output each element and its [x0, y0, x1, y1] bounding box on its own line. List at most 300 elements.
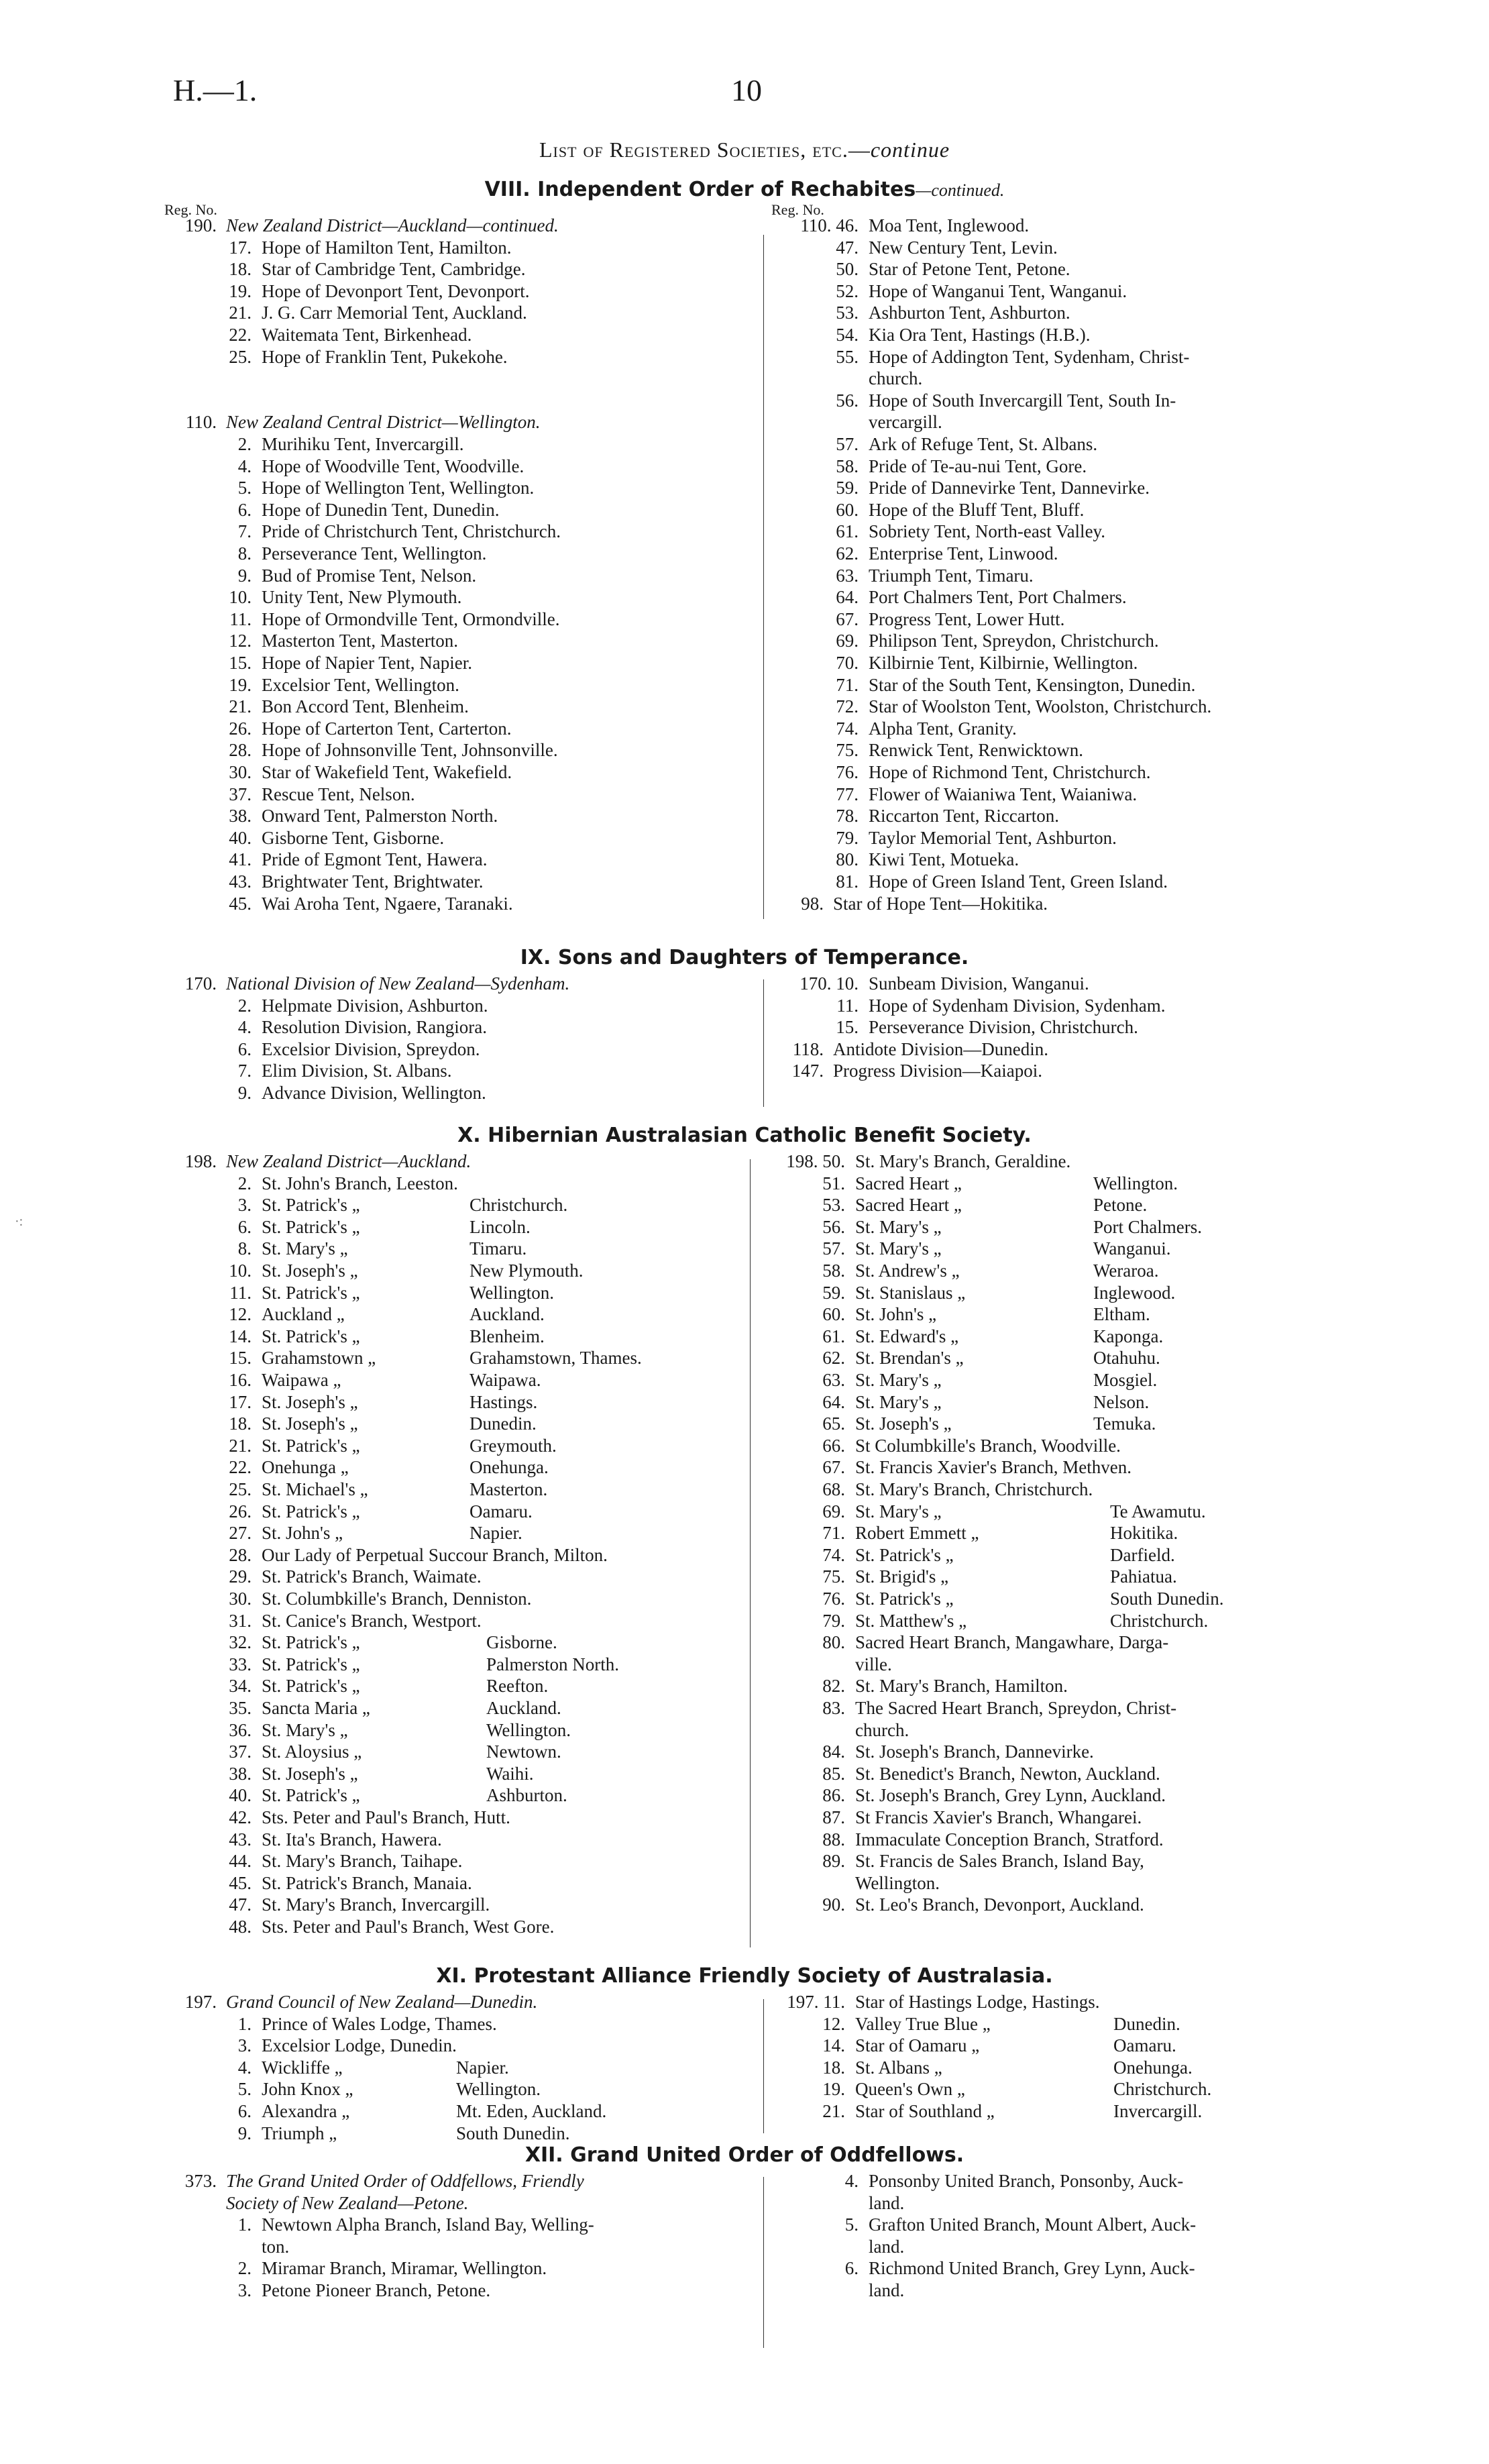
list-entry — [758, 1675, 1362, 1697]
reg-entry-number: 81. — [836, 871, 859, 892]
list-entry — [164, 1675, 755, 1697]
list-entry — [771, 521, 1375, 542]
list-entry — [164, 1697, 755, 1719]
entry-text: St Columbkille's Branch, Woodville. — [855, 1435, 1121, 1456]
reg-entry-number: 6. — [237, 2101, 252, 2121]
entry-text: St. Joseph's „ — [262, 1391, 358, 1412]
list-entry — [164, 1719, 755, 1741]
list-entry — [164, 586, 755, 608]
entry-text: Waipawa „ — [262, 1370, 341, 1390]
column-divider — [763, 235, 764, 919]
reg-no-label-right: Reg. No. — [771, 201, 824, 218]
reg-entry-number: 29. — [229, 1566, 252, 1587]
entry-text: St. John's „ — [855, 1304, 937, 1325]
reg-entry-number: 11. — [836, 995, 859, 1016]
reg-entry-number: 197. 11. — [787, 1992, 845, 2012]
entry-text: Pride of Dannevirke Tent, Dannevirke. — [869, 478, 1150, 498]
list-entry — [164, 1610, 755, 1631]
entry-location: South Dunedin. — [456, 2123, 570, 2143]
reg-entry-number: 47. — [836, 237, 859, 258]
list-entry — [771, 1038, 1375, 1060]
entry-text: Progress Tent, Lower Hutt. — [869, 608, 1065, 629]
entry-text: Flower of Waianiwa Tent, Waianiwa. — [869, 784, 1138, 804]
reg-entry-number: 6. — [237, 1038, 252, 1059]
entry-text: land. — [869, 2280, 905, 2300]
entry-location: Masterton. — [470, 1479, 548, 1499]
list-entry — [164, 718, 755, 739]
entry-text: land. — [869, 2236, 905, 2257]
entry-text: Progress Division—Kaiapoi. — [833, 1061, 1042, 1081]
column-divider — [763, 1999, 764, 2133]
list-entry — [758, 1763, 1362, 1784]
entry-text: Perseverance Tent, Wellington. — [262, 543, 487, 564]
entry-text: St. Canice's Branch, Westport. — [262, 1610, 482, 1631]
entry-text: St. Patrick's „ — [262, 1326, 360, 1346]
list-entry — [164, 1413, 755, 1434]
entry-text: St. Joseph's „ — [262, 1413, 358, 1434]
list-entry — [771, 739, 1375, 761]
list-entry — [771, 2280, 1375, 2301]
entry-text: St. Joseph's „ — [855, 1413, 952, 1434]
entry-text: Valley True Blue „ — [855, 2013, 991, 2034]
entry-text: Hope of Richmond Tent, Christchurch. — [869, 762, 1151, 782]
entry-location: Napier. — [470, 1523, 522, 1544]
entry-text: St. Edward's „ — [855, 1326, 959, 1346]
entry-text: Auckland „ — [262, 1304, 345, 1325]
list-entry — [758, 1784, 1362, 1806]
entry-text: New Zealand Central District—Wellington. — [226, 412, 541, 433]
reg-entry-number: 53. — [822, 1195, 845, 1216]
entry-text: Star of Woolston Tent, Woolston, Christchurch. — [869, 696, 1212, 717]
entry-text: Queen's Own „ — [855, 2079, 965, 2100]
entry-text: St. Matthew's „ — [855, 1610, 967, 1631]
reg-entry-number: 72. — [836, 696, 859, 717]
entry-location: Wellington. — [1093, 1173, 1178, 1193]
reg-entry-number: 21. — [229, 696, 252, 717]
list-entry — [758, 1522, 1362, 1544]
entry-text: Triumph Tent, Timaru. — [869, 565, 1034, 586]
entry-location: Auckland. — [486, 1698, 561, 1718]
list-entry — [164, 1763, 755, 1784]
list-entry — [164, 1522, 755, 1544]
entry-text: Ark of Refuge Tent, St. Albans. — [869, 434, 1098, 454]
list-entry — [164, 652, 755, 674]
reg-entry-number: 198. — [184, 1151, 217, 1171]
list-entry — [164, 1038, 755, 1060]
list-entry — [758, 1991, 1362, 2013]
list-entry — [771, 456, 1375, 477]
list-entry — [164, 739, 755, 761]
reg-entry-number: 55. — [836, 346, 859, 367]
entry-text: Excelsior Tent, Wellington. — [262, 674, 459, 695]
entry-text: Star of Hastings Lodge, Hastings. — [855, 1992, 1100, 2012]
reg-entry-number: 26. — [229, 1501, 252, 1521]
list-entry — [758, 2100, 1362, 2122]
entry-text: St. Joseph's Branch, Dannevirke. — [855, 1742, 1094, 1762]
entry-text: St. Patrick's „ — [262, 1654, 360, 1674]
entry-text: church. — [869, 368, 923, 389]
entry-text: Hope of Hamilton Tent, Hamilton. — [262, 237, 512, 258]
reg-entry-number: 60. — [836, 499, 859, 520]
list-entry — [771, 411, 1375, 433]
column-divider — [750, 1159, 751, 1947]
reg-entry-number: 373. — [184, 2171, 217, 2191]
list-entry — [164, 1479, 755, 1500]
entry-location: Napier. — [456, 2057, 509, 2078]
entry-text: St. Brigid's „ — [855, 1566, 949, 1587]
reg-entry-number: 65. — [822, 1413, 845, 1434]
list-entry — [758, 1391, 1362, 1413]
list-entry — [758, 1829, 1362, 1850]
reg-entry-number: 66. — [822, 1435, 845, 1456]
list-entry — [164, 805, 755, 826]
entry-location: Eltham. — [1093, 1304, 1150, 1325]
list-entry — [164, 346, 755, 368]
list-entry — [164, 2192, 755, 2214]
entry-text: Grand Council of New Zealand—Dunedin. — [226, 1992, 538, 2012]
entry-text: Petone Pioneer Branch, Petone. — [262, 2280, 491, 2300]
reg-entry-number: 18. — [822, 2057, 845, 2078]
reg-entry-number: 61. — [836, 521, 859, 542]
entry-text: Hope of Sydenham Division, Sydenham. — [869, 995, 1166, 1016]
entry-text: St. Benedict's Branch, Newton, Auckland. — [855, 1763, 1160, 1784]
entry-location: Inglewood. — [1093, 1282, 1176, 1303]
entry-location: Te Awamutu. — [1110, 1501, 1206, 1521]
entry-text: St. Patrick's „ — [262, 1501, 360, 1521]
entry-text: National Division of New Zealand—Sydenham. — [226, 973, 570, 994]
list-entry — [164, 521, 755, 542]
list-entry — [771, 674, 1375, 696]
list-entry — [771, 973, 1375, 994]
entry-text: St. Ita's Branch, Hawera. — [262, 1829, 442, 1850]
entry-text: Star of Petone Tent, Petone. — [869, 259, 1070, 280]
list-entry — [164, 827, 755, 849]
list-entry — [771, 784, 1375, 805]
list-entry — [771, 2170, 1375, 2192]
document-code: H.—1. — [173, 73, 258, 107]
list-entry — [164, 1435, 755, 1456]
list-entry — [164, 761, 755, 783]
reg-entry-number: 34. — [229, 1676, 252, 1697]
reg-entry-number: 74. — [822, 1544, 845, 1565]
reg-entry-number: 2. — [237, 1173, 252, 1193]
list-entry — [164, 1807, 755, 1828]
entry-location: Dunedin. — [470, 1413, 537, 1434]
entry-text: St. John's Branch, Leeston. — [262, 1173, 458, 1193]
reg-entry-number: 87. — [822, 1807, 845, 1827]
reg-entry-number: 62. — [836, 543, 859, 564]
entry-text: Hope of Woodville Tent, Woodville. — [262, 456, 525, 476]
reg-entry-number: 9. — [237, 1083, 252, 1103]
reg-entry-number: 67. — [822, 1457, 845, 1478]
entry-text: Sacred Heart „ — [855, 1195, 962, 1216]
entry-text: St Francis Xavier's Branch, Whangarei. — [855, 1807, 1142, 1827]
list-entry — [758, 1894, 1362, 1915]
entry-location: Temuka. — [1093, 1413, 1156, 1434]
list-entry — [758, 1435, 1362, 1456]
list-entry — [771, 2236, 1375, 2257]
entry-text: John Knox „ — [262, 2079, 353, 2100]
entry-location: South Dunedin. — [1110, 1589, 1224, 1609]
list-entry — [771, 215, 1375, 236]
list-entry — [771, 871, 1375, 892]
list-entry — [164, 1850, 755, 1872]
entry-location: Weraroa. — [1093, 1261, 1159, 1281]
reg-entry-number: 58. — [836, 456, 859, 476]
column-divider — [763, 2177, 764, 2348]
entry-text: Hope of Green Island Tent, Green Island. — [869, 871, 1168, 892]
reg-entry-number: 190. — [184, 215, 217, 235]
reg-entry-number: 19. — [822, 2079, 845, 2100]
entry-location: Onehunga. — [1113, 2057, 1193, 2078]
entry-location: Wanganui. — [1093, 1238, 1171, 1259]
reg-entry-number: 44. — [229, 1851, 252, 1872]
entry-text: St. Joseph's „ — [262, 1763, 358, 1784]
section-xii-title: XII. Grand United Order of Oddfellows. — [525, 2143, 964, 2167]
list-entry — [164, 543, 755, 564]
entry-text: St. Mary's Branch, Christchurch. — [855, 1479, 1093, 1499]
list-entry — [164, 1741, 755, 1762]
entry-text: St. Patrick's „ — [262, 1435, 360, 1456]
reg-entry-number: 58. — [822, 1261, 845, 1281]
list-entry — [164, 893, 755, 914]
list-entry — [771, 258, 1375, 280]
entry-text: Newtown Alpha Branch, Island Bay, Welling- — [262, 2214, 594, 2235]
reg-entry-number: 86. — [822, 1785, 845, 1806]
entry-text: St. Mary's „ — [262, 1719, 348, 1740]
entry-text: Star of Hope Tent—Hokitika. — [833, 893, 1048, 914]
list-entry — [164, 2013, 755, 2035]
list-entry — [758, 1544, 1362, 1566]
reg-entry-number: 43. — [229, 871, 252, 892]
list-entry — [758, 1282, 1362, 1303]
entry-text: St. Francis Xavier's Branch, Methven. — [855, 1457, 1132, 1478]
list-entry — [164, 215, 755, 236]
reg-entry-number: 80. — [822, 1632, 845, 1653]
list-entry — [758, 1872, 1362, 1894]
entry-text: Antidote Division—Dunedin. — [833, 1038, 1048, 1059]
entry-text: Onehunga „ — [262, 1457, 349, 1478]
reg-entry-number: 75. — [836, 740, 859, 761]
list-entry — [164, 477, 755, 498]
list-entry — [771, 995, 1375, 1016]
entry-location: Wellington. — [470, 1282, 555, 1303]
reg-entry-number: 85. — [822, 1763, 845, 1784]
list-entry — [758, 1456, 1362, 1478]
reg-entry-number: 59. — [836, 478, 859, 498]
reg-entry-number: 28. — [229, 740, 252, 761]
list-entry — [164, 368, 755, 389]
entry-text: Hope of Addington Tent, Sydenham, Christ- — [869, 346, 1190, 367]
list-entry — [758, 1369, 1362, 1391]
list-entry — [758, 1303, 1362, 1325]
entry-location: Auckland. — [470, 1304, 545, 1325]
paper-blemish: ·: — [15, 1214, 23, 1229]
reg-entry-number: 19. — [229, 280, 252, 301]
list-entry — [771, 565, 1375, 586]
reg-entry-number: 14. — [229, 1326, 252, 1346]
entry-text: Moa Tent, Inglewood. — [869, 215, 1030, 235]
reg-entry-number: 12. — [229, 1304, 252, 1325]
reg-entry-number: 77. — [836, 784, 859, 804]
reg-entry-number: 4. — [237, 456, 252, 476]
reg-entry-number: 170. 10. — [799, 973, 859, 994]
entry-text: Triumph „ — [262, 2123, 337, 2143]
entry-text: St. Joseph's Branch, Grey Lynn, Auckland. — [855, 1785, 1166, 1806]
list-entry — [758, 1741, 1362, 1762]
reg-entry-number: 25. — [229, 1479, 252, 1499]
entry-text: Hope of Napier Tent, Napier. — [262, 653, 473, 673]
entry-text: Grafton United Branch, Mount Albert, Auck- — [869, 2214, 1197, 2235]
entry-text: New Zealand District—Auckland. — [226, 1151, 472, 1171]
reg-entry-number: 62. — [822, 1348, 845, 1369]
entry-text: Masterton Tent, Masterton. — [262, 631, 459, 651]
entry-text: Resolution Division, Rangiora. — [262, 1017, 487, 1038]
reg-entry-number: 7. — [237, 521, 252, 542]
reg-entry-number: 35. — [229, 1698, 252, 1718]
entry-text: Excelsior Lodge, Dunedin. — [262, 2035, 457, 2056]
reg-entry-number: 76. — [822, 1589, 845, 1609]
list-entry — [771, 543, 1375, 564]
list-entry — [164, 433, 755, 455]
list-entry — [758, 1216, 1362, 1238]
entry-text: ton. — [262, 2236, 290, 2257]
reg-entry-number: 60. — [822, 1304, 845, 1325]
entry-text: St. John's „ — [262, 1523, 343, 1544]
list-entry — [164, 630, 755, 651]
entry-location: Gisborne. — [486, 1632, 557, 1653]
list-entry — [164, 1872, 755, 1894]
reg-entry-number: 51. — [822, 1173, 845, 1193]
list-entry — [164, 1060, 755, 1081]
reg-entry-number: 56. — [836, 390, 859, 411]
entry-text: Riccarton Tent, Riccarton. — [869, 806, 1060, 826]
list-entry — [758, 1631, 1362, 1653]
entry-text: Pride of Christchurch Tent, Christchurch. — [262, 521, 561, 542]
list-entry — [164, 1654, 755, 1675]
reg-entry-number: 17. — [229, 237, 252, 258]
reg-entry-number: 38. — [229, 1763, 252, 1784]
reg-entry-number: 170. — [184, 973, 217, 994]
reg-entry-number: 68. — [822, 1479, 845, 1499]
reg-entry-number: 15. — [229, 1348, 252, 1369]
entry-text: Sobriety Tent, North-east Valley. — [869, 521, 1106, 542]
entry-location: Petone. — [1093, 1195, 1148, 1216]
list-entry — [164, 2123, 755, 2144]
list-entry — [758, 2035, 1362, 2056]
entry-location: Mosgiel. — [1093, 1370, 1158, 1390]
entry-text: St. Mary's Branch, Invercargill. — [262, 1894, 490, 1915]
entry-text: Hope of the Bluff Tent, Bluff. — [869, 499, 1085, 520]
entry-text: J. G. Carr Memorial Tent, Auckland. — [262, 303, 527, 323]
reg-entry-number: 57. — [836, 434, 859, 454]
list-entry — [771, 893, 1375, 914]
reg-entry-number: 64. — [836, 587, 859, 608]
entry-text: Brightwater Tent, Brightwater. — [262, 871, 484, 892]
reg-entry-number: 1. — [237, 2013, 252, 2034]
reg-entry-number: 4. — [237, 2057, 252, 2078]
list-entry — [771, 608, 1375, 630]
entry-text: St. Leo's Branch, Devonport, Auckland. — [855, 1894, 1144, 1915]
list-entry — [771, 1060, 1375, 1081]
reg-entry-number: 69. — [836, 631, 859, 651]
reg-entry-number: 16. — [229, 1370, 252, 1390]
entry-text: Pride of Te-au-nui Tent, Gore. — [869, 456, 1087, 476]
entry-location: Otahuhu. — [1093, 1348, 1160, 1369]
reg-entry-number: 12. — [229, 631, 252, 651]
reg-entry-number: 22. — [229, 1457, 252, 1478]
entry-text: Enterprise Tent, Linwood. — [869, 543, 1058, 564]
entry-location: Blenheim. — [470, 1326, 545, 1346]
entry-location: Pahiatua. — [1110, 1566, 1177, 1587]
entry-location: Onehunga. — [470, 1457, 549, 1478]
entry-text: Ponsonby United Branch, Ponsonby, Auck- — [869, 2171, 1184, 2191]
list-entry — [771, 630, 1375, 651]
reg-entry-number: 7. — [237, 1061, 252, 1081]
entry-text: Sacred Heart „ — [855, 1173, 962, 1193]
list-entry — [771, 433, 1375, 455]
entry-text: Advance Division, Wellington. — [262, 1083, 486, 1103]
reg-entry-number: 52. — [836, 280, 859, 301]
entry-text: St. Brendan's „ — [855, 1348, 964, 1369]
entry-location: Reefton. — [486, 1676, 549, 1697]
reg-entry-number: 50. — [836, 259, 859, 280]
page-number: 10 — [731, 73, 762, 107]
list-entry — [164, 1150, 755, 1172]
entry-text: The Grand United Order of Oddfellows, Friendly — [226, 2171, 584, 2191]
list-entry — [771, 761, 1375, 783]
list-entry — [164, 2257, 755, 2279]
entry-text: church. — [855, 1719, 909, 1740]
reg-entry-number: 48. — [229, 1917, 252, 1937]
list-entry — [758, 1697, 1362, 1719]
entry-text: St. Patrick's „ — [262, 1282, 360, 1303]
list-entry — [164, 1784, 755, 1806]
list-entry — [164, 849, 755, 870]
reg-entry-number: 61. — [822, 1326, 845, 1346]
reg-entry-number: 79. — [836, 827, 859, 848]
entry-location: Oamaru. — [1113, 2035, 1176, 2056]
reg-no-label-left: Reg. No. — [164, 201, 217, 218]
list-entry — [164, 2057, 755, 2078]
list-entry — [164, 973, 755, 994]
list-entry — [164, 1894, 755, 1915]
list-entry — [758, 1173, 1362, 1194]
reg-entry-number: 71. — [822, 1523, 845, 1544]
entry-text: Wickliffe „ — [262, 2057, 343, 2078]
list-entry — [164, 1238, 755, 1259]
entry-text: Taylor Memorial Tent, Ashburton. — [869, 827, 1117, 848]
list-entry — [771, 324, 1375, 345]
entry-text: Sts. Peter and Paul's Branch, West Gore. — [262, 1917, 555, 1937]
list-entry — [164, 1501, 755, 1522]
entry-text: Pride of Egmont Tent, Hawera. — [262, 849, 488, 870]
entry-location: Hastings. — [470, 1391, 538, 1412]
entry-text: St. Patrick's „ — [262, 1632, 360, 1653]
reg-entry-number: 53. — [836, 303, 859, 323]
entry-location: Christchurch. — [1113, 2079, 1212, 2100]
reg-entry-number: 27. — [229, 1523, 252, 1544]
list-entry — [771, 696, 1375, 717]
reg-entry-number: 45. — [229, 893, 252, 914]
list-entry — [164, 1391, 755, 1413]
list-entry — [771, 390, 1375, 411]
entry-text: Kia Ora Tent, Hastings (H.B.). — [869, 325, 1091, 345]
reg-entry-number: 6. — [237, 499, 252, 520]
list-entry — [758, 1654, 1362, 1675]
entry-text: The Sacred Heart Branch, Spreydon, Christ- — [855, 1698, 1177, 1718]
list-entry — [164, 302, 755, 323]
